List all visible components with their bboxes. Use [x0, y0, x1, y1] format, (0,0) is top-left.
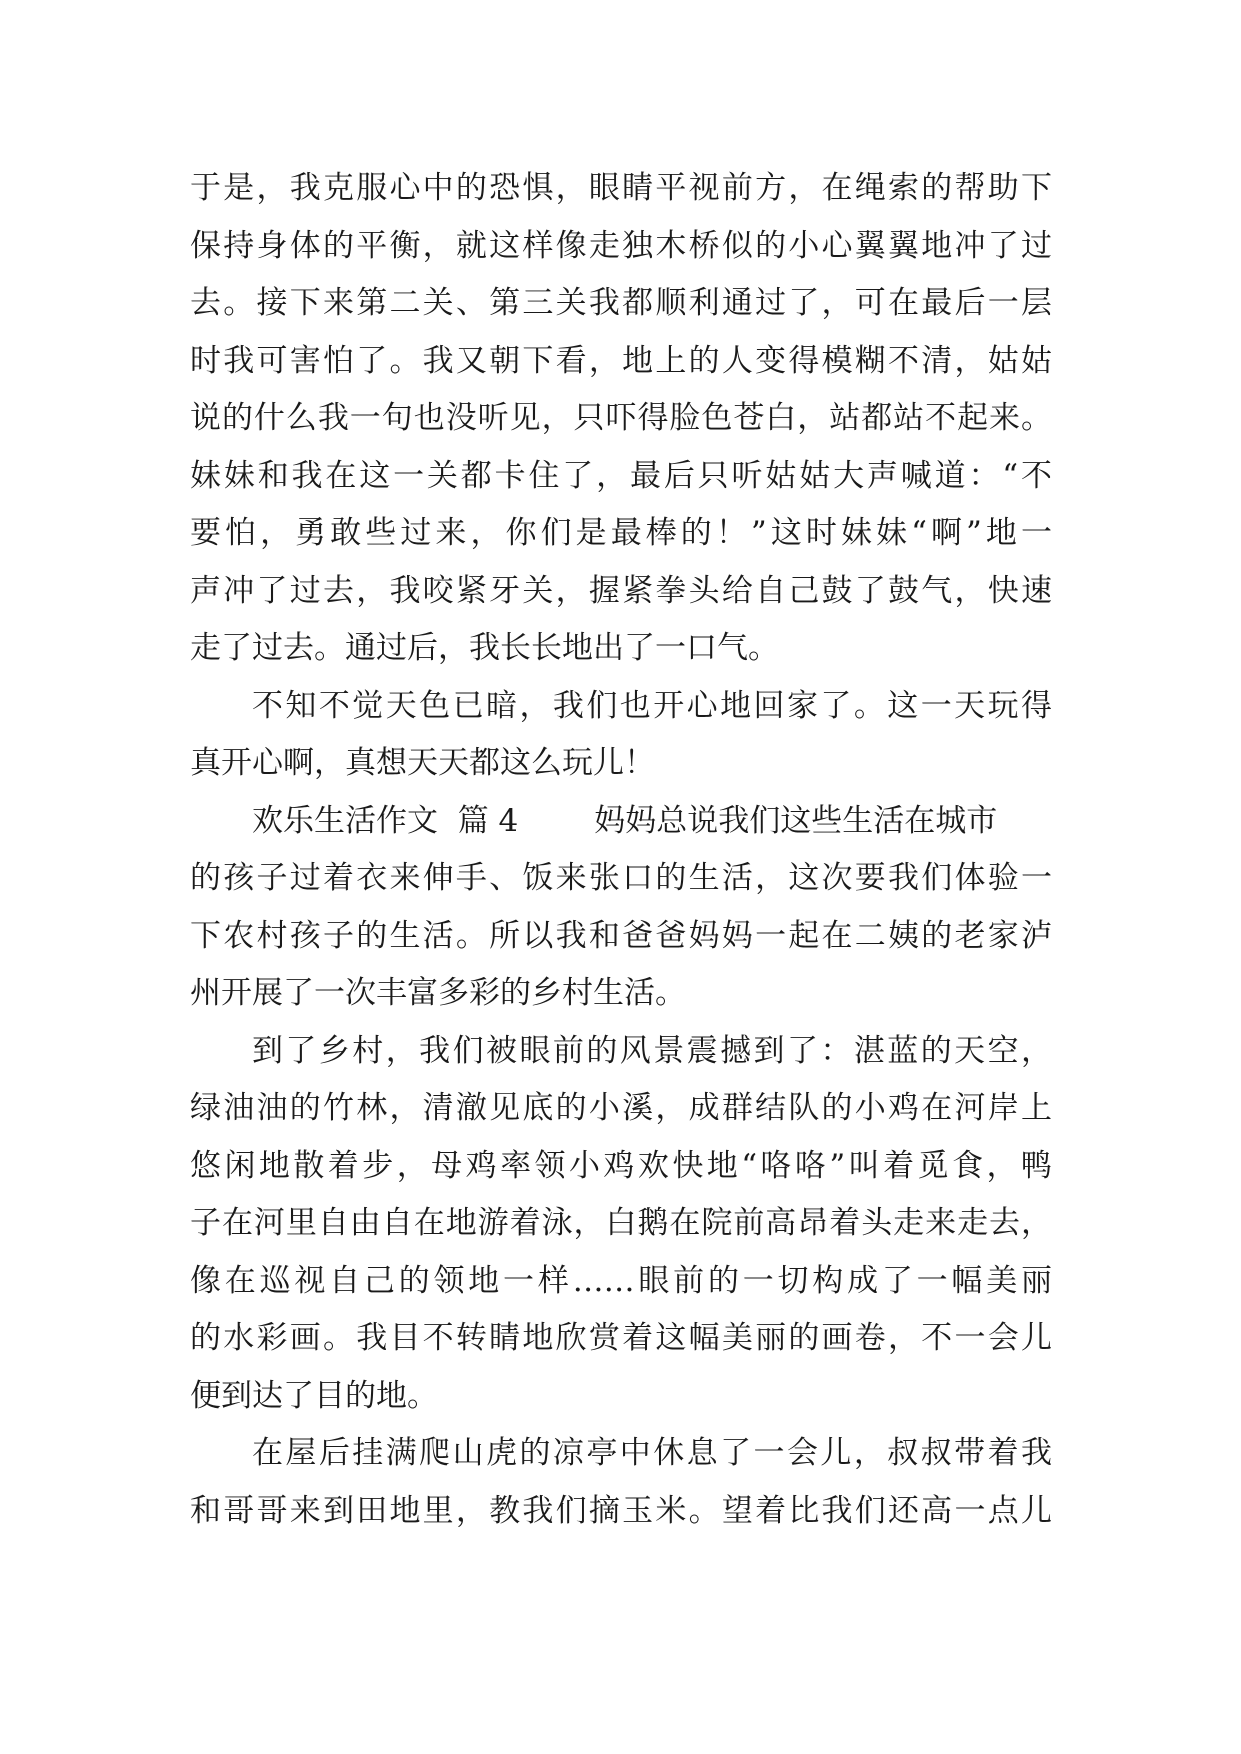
text-line: 下农村孩子的生活。所以我和爸爸妈妈一起在二姨的老家泸	[190, 917, 1052, 954]
text-line: 绿油油的竹林，清澈见底的小溪，成群结队的小鸡在河岸上	[190, 1090, 1052, 1126]
text-line: 州开展了一次丰富多彩的乡村生活。	[190, 975, 686, 1011]
text-line: 的孩子过着衣来伸手、饭来张口的生活，这次要我们体验一	[190, 860, 1052, 896]
paragraph-first-line: 不知不觉天色已暗，我们也开心地回家了。这一天玩得	[252, 687, 1052, 724]
text-line: 说的什么我一句也没听见，只吓得脸色苍白，站都站不起来。	[190, 400, 1052, 436]
text-line: 时我可害怕了。我又朝下看，地上的人变得模糊不清，姑姑	[190, 342, 1052, 379]
text-line: 像在巡视自己的领地一样……眼前的一切构成了一幅美丽	[190, 1262, 1052, 1299]
document-body	[190, 160, 1052, 1540]
text-line: 悠闲地散着步，母鸡率领小鸡欢快地“咯咯”叫着觅食，鸭	[190, 1147, 1052, 1184]
section-heading-line	[190, 793, 1052, 851]
text-line: 便到达了目的地。	[190, 1377, 438, 1414]
text-line: 的水彩画。我目不转睛地欣赏着这幅美丽的画卷，不一会儿	[190, 1320, 1052, 1356]
text-line: 于是，我克服心中的恐惧，眼睛平视前方，在绳索的帮助下	[190, 170, 1052, 206]
text-line: 去。接下来第二关、第三关我都顺利通过了，可在最后一层	[190, 285, 1052, 321]
text-line: 要怕，勇敢些过来，你们是最棒的！”这时妹妹“啊”地一	[190, 515, 1052, 551]
section-heading: 欢乐生活作文 篇 4	[252, 802, 519, 839]
text-line: 真开心啊，真想天天都这么玩儿！	[190, 745, 655, 781]
text-line: 保持身体的平衡，就这样像走独木桥似的小心翼翼地冲了过	[190, 227, 1052, 264]
text-line: 走了过去。通过后，我长长地出了一口气。	[190, 630, 779, 666]
text-line: 妹妹和我在这一关都卡住了，最后只听姑姑大声喊道：“不	[190, 457, 1052, 494]
text-line: 声冲了过去，我咬紧牙关，握紧拳头给自己鼓了鼓气，快速	[190, 572, 1052, 609]
text-line: 子在河里自由自在地游着泳，白鹅在院前高昂着头走来走去，	[190, 1205, 1052, 1241]
paragraph-first-line: 到了乡村，我们被眼前的风景震撼到了：湛蓝的天空，	[252, 1032, 1052, 1069]
section-first-line-text: 妈妈总说我们这些生活在城市	[594, 802, 998, 839]
text-line: 和哥哥来到田地里，教我们摘玉米。望着比我们还高一点儿	[190, 1492, 1052, 1529]
paragraph-first-line: 在屋后挂满爬山虎的凉亭中休息了一会儿，叔叔带着我	[252, 1435, 1052, 1471]
